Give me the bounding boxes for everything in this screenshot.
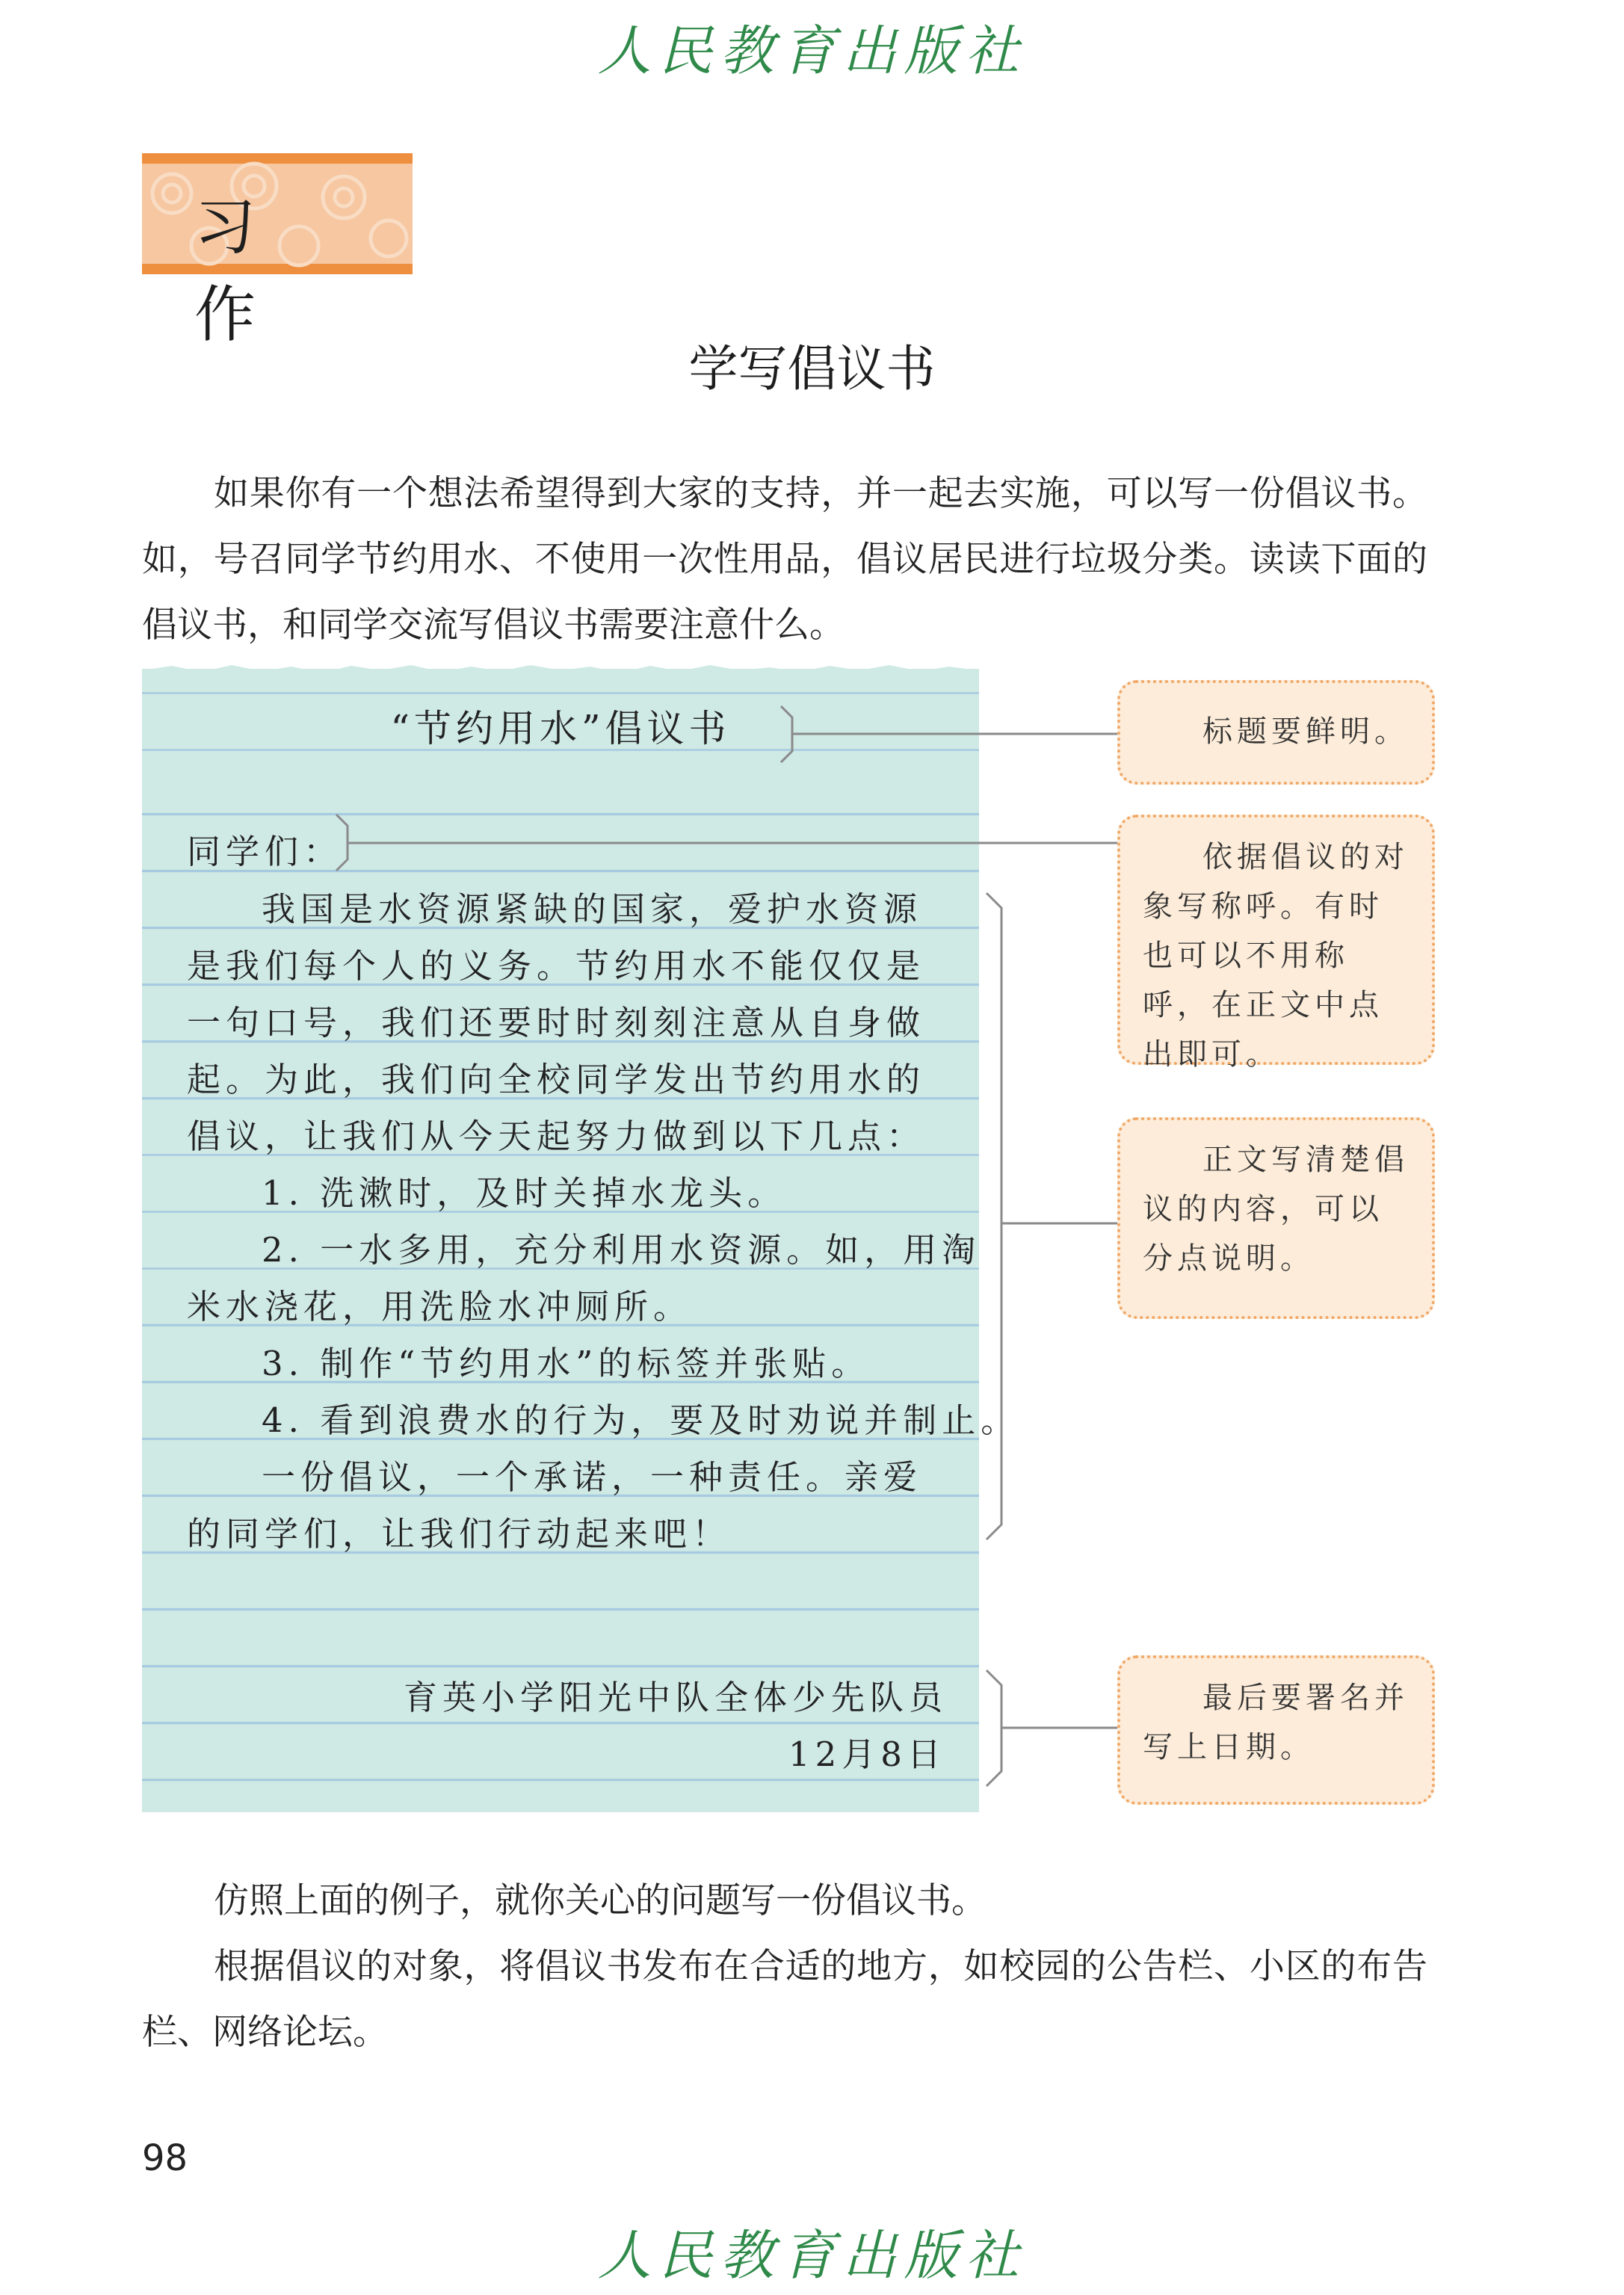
letter-line: 2. 一水多用，充分利用水资源。如，用淘: [262, 1230, 981, 1270]
task-paragraph: 仿照上面的例子，就你关心的问题写一份倡议书。: [214, 1880, 987, 1921]
letter-line: 起。为此，我们向全校同学发出节约用水的: [187, 1060, 926, 1099]
letter-line: 倡议，让我们从今天起努力做到以下几点：: [187, 1116, 926, 1156]
page-number: 98: [142, 2137, 188, 2179]
bracket-salutation: [336, 815, 348, 871]
letter-line: 一份倡议，一个承诺，一种责任。亲爱: [262, 1457, 923, 1497]
letter-line: 米水浇花，用洗脸水冲厕所。: [187, 1287, 693, 1326]
letter-salutation: 同学们：: [187, 832, 343, 871]
letter-title: “节约用水”倡议书: [390, 707, 731, 750]
page-title: 学写倡议书: [688, 340, 936, 398]
bracket-signature: [987, 1670, 1001, 1786]
letter-line: 我国是水资源紧缺的国家，爱护水资源: [262, 889, 923, 929]
letter-date: 12月8日: [788, 1735, 946, 1774]
note-salutation-tip: 依据倡议的对象写称呼。有时也可以不用称呼，在正文中点出即可。: [1117, 815, 1435, 1065]
letter-line: 一句口号，我们还要时时刻刻注意从自身做: [187, 1003, 926, 1043]
section-label-text: 习 作: [194, 192, 301, 350]
letter-line: 4. 看到浪费水的行为，要及时劝说并制止。: [262, 1400, 1020, 1440]
publisher-footer: 人民教育出版社: [597, 2224, 1027, 2287]
letter-line: 的同学们，让我们行动起来吧！: [187, 1514, 732, 1554]
note-body-tip: 正文写清楚倡议的内容，可以分点说明。: [1117, 1117, 1435, 1319]
letter-line: 3. 制作“节约用水”的标签并张贴。: [262, 1344, 871, 1383]
letter-line: 1. 洗漱时，及时关掉水龙头。: [262, 1173, 787, 1213]
note-title-tip: 标题要鲜明。: [1117, 680, 1435, 785]
bracket-title: [781, 706, 792, 762]
note-signature-tip: 最后要署名并写上日期。: [1117, 1655, 1435, 1805]
task-paragraph: 根据倡议的对象，将倡议书发布在合适的地方，如校园的公告栏、小区的布告栏、网络论坛。: [142, 1946, 1427, 2053]
letter-signature: 育英小学阳光中队全体少先队员: [404, 1678, 948, 1717]
intro-paragraph: 如果你有一个想法希望得到大家的支持，并一起去实施，可以写一份倡议书。如，号召同学节约用水、不使用一次性用品，倡议居民进行垃圾分类。读读下面的倡议书，和同学交流写倡议书需要注意什么。: [142, 473, 1427, 646]
publisher-header: 人民教育出版社: [597, 19, 1027, 82]
bracket-body: [987, 893, 1001, 1539]
letter-line: 是我们每个人的义务。节约用水不能仅仅是: [187, 946, 926, 986]
